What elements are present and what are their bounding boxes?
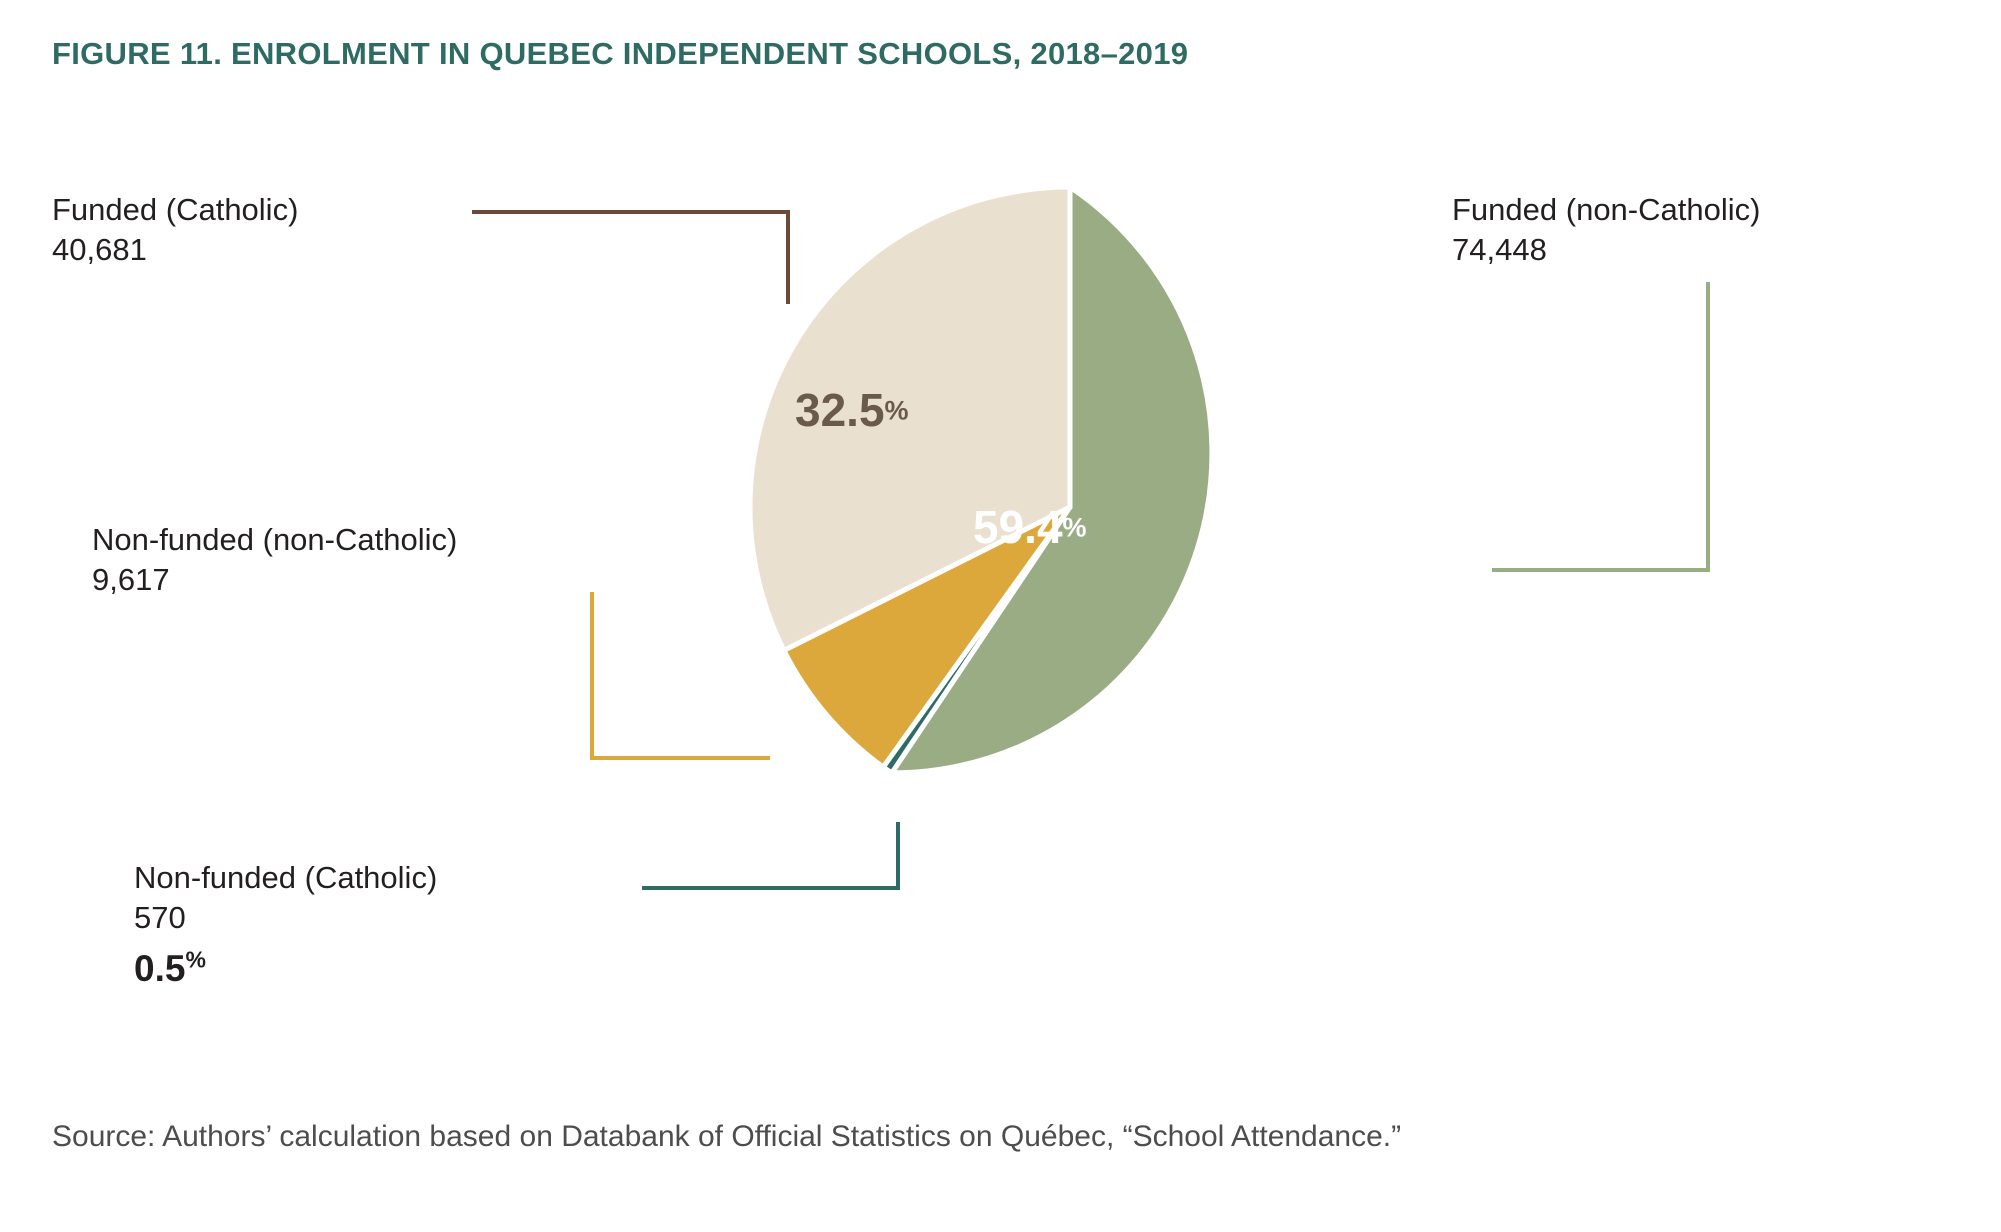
slice-label-funded-noncatholic bbox=[973, 501, 1087, 553]
callout-nonfunded-noncatholic bbox=[92, 520, 457, 599]
leader-line-nonfunded-catholic bbox=[640, 820, 910, 900]
source-note: Source: Authors’ calculation based on Databank of Official Statistics on Québec, “School Attendance.” bbox=[52, 1120, 1402, 1153]
slice-pct-value: 32.5 bbox=[795, 384, 885, 436]
callout-name: Non-funded (non-Catholic) bbox=[92, 522, 458, 557]
callout-value: 570 bbox=[134, 899, 186, 935]
leader-line-funded-noncatholic bbox=[1490, 280, 1720, 580]
callout-percent bbox=[134, 945, 437, 992]
slice-pct-value: 59.4 bbox=[973, 501, 1063, 553]
callout-name: Non-funded (Catholic) bbox=[134, 860, 438, 895]
pie-chart bbox=[697, 182, 1395, 832]
page-title: FIGURE 11. ENROLMENT IN QUEBEC INDEPENDENT SCHOOLS, 2018–2019 bbox=[52, 36, 1189, 71]
callout-value: 40,681 bbox=[52, 231, 147, 267]
slice-label-funded-catholic bbox=[795, 384, 909, 436]
callout-nonfunded-catholic bbox=[134, 858, 437, 993]
percent-sign: % bbox=[760, 658, 785, 689]
percent-sign: % bbox=[884, 395, 909, 426]
slice-pct-value: 0.5 bbox=[134, 948, 186, 990]
callout-value: 74,448 bbox=[1452, 231, 1547, 267]
callout-funded-noncatholic bbox=[1452, 190, 1760, 269]
slice-label-nonfunded-noncatholic bbox=[697, 647, 785, 699]
percent-sign: % bbox=[1062, 512, 1087, 543]
percent-sign: % bbox=[185, 947, 206, 974]
callout-name: Funded (Catholic) bbox=[52, 192, 299, 227]
callout-name: Funded (non-Catholic) bbox=[1452, 192, 1761, 227]
callout-value: 9,617 bbox=[92, 561, 170, 597]
callout-funded-catholic bbox=[52, 190, 298, 269]
slice-pct-value: 7.7 bbox=[697, 647, 761, 699]
